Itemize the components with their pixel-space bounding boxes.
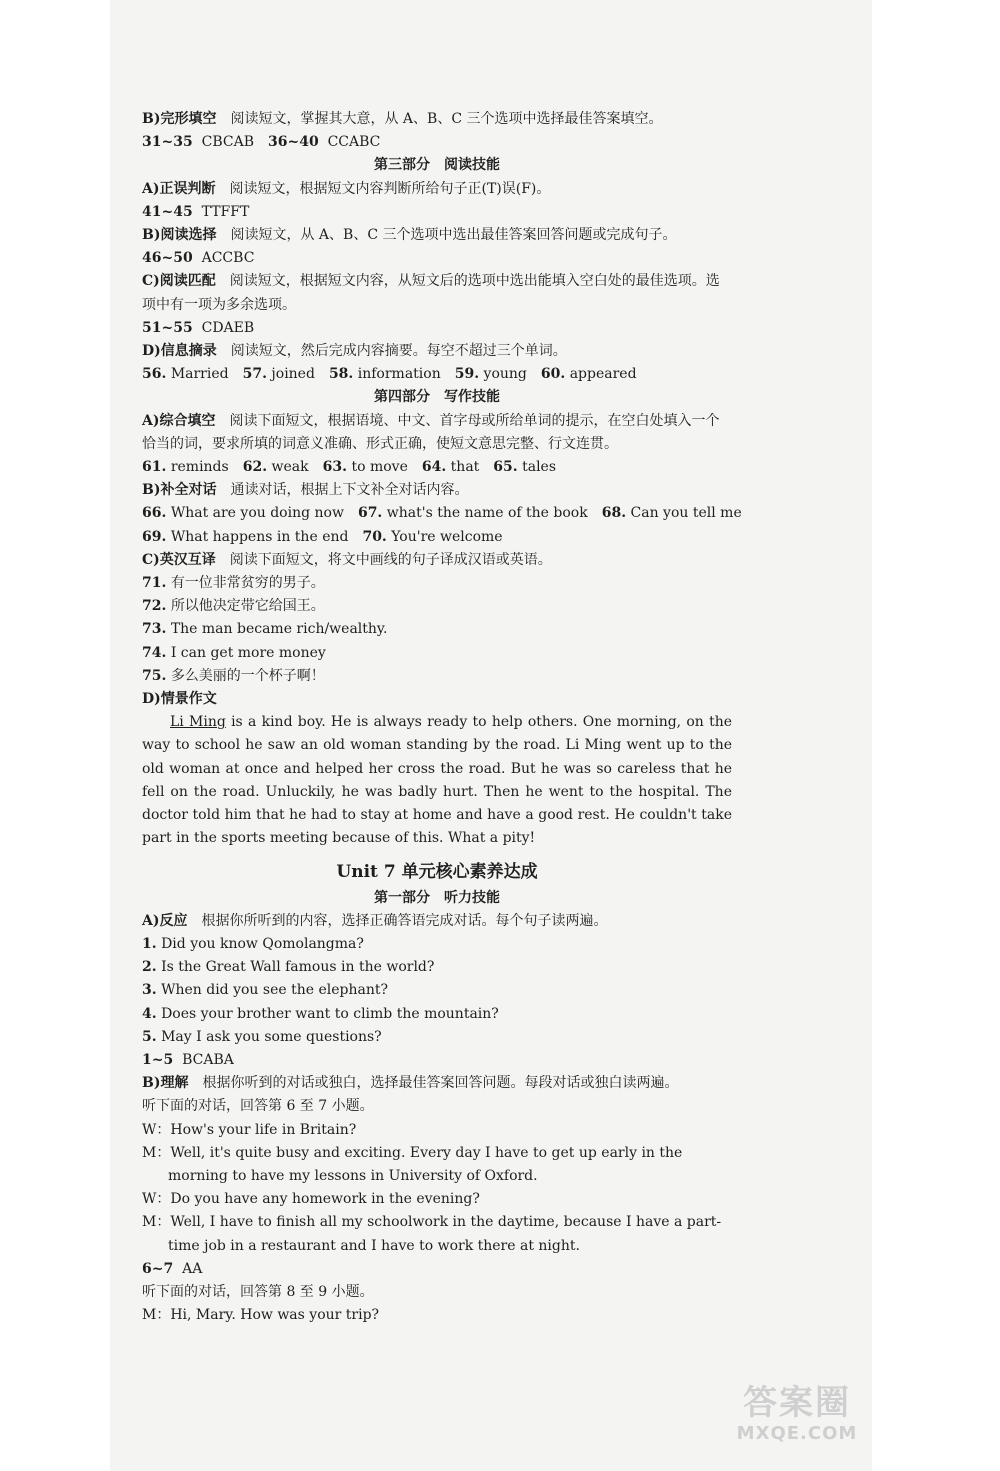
part3-title: 第三部分 阅读技能: [374, 157, 500, 174]
dialog-completion-answers-2: 69. What happens in the end 70. You're welcome: [142, 528, 503, 545]
list-item: 3. When did you see the elephant?: [142, 982, 388, 999]
dialog-line: M：Well, it's quite busy and exciting. Every day I have to get up early in the morning to have my lessons in University of Oxford.: [142, 1144, 683, 1184]
cloze-instruction: B)完形填空 阅读短文，掌握其大意，从 A、B、C 三个选项中选择最佳答案填空。: [142, 111, 663, 127]
info-extract-instruction: D)信息摘录 阅读短文，然后完成内容摘要。每空不超过三个单词。: [142, 343, 567, 360]
dialog-completion-answers-1: 66. What are you doing now 67. what's the name of the book 68. Can you tell me: [142, 505, 742, 522]
dialog-line: W：How's your life in Britain?: [142, 1121, 357, 1138]
true-false-instruction: A)正误判断 阅读短文，根据短文内容判断所给句子正(T)误(F)。: [142, 180, 551, 197]
list-item: 1. Did you know Qomolangma?: [142, 935, 364, 952]
list-item: 72. 所以他决定带它给国王。: [142, 598, 325, 615]
translation-instruction: C)英汉互译 阅读下面短文，将文中画线的句子译成汉语或英语。: [142, 551, 552, 568]
comprehensive-fill-answers: 61. reminds 62. weak 63. to move 64. that 65. tales: [142, 459, 557, 476]
list-item: 71. 有一位非常贫穷的男子。: [142, 575, 325, 592]
comprehensive-fill-instruction: A)综合填空 阅读下面短文，根据语境、中文、首字母或所给单词的提示，在空白处填入一个恰当的词，要求所填的词意义准确、形式正确，使短文意思完整、行文连贯。: [142, 412, 720, 452]
watermark-logo: 答案圈 MXQE.COM: [736, 1383, 858, 1444]
dialog-intro: 听下面的对话，回答第 8 至 9 小题。: [142, 1283, 374, 1300]
matching-answers: 51~55 CDAEB: [142, 319, 255, 336]
list-item: 2. Is the Great Wall famous in the world?: [142, 959, 435, 976]
dialog-line: W：Do you have any homework in the evening?: [142, 1191, 480, 1208]
unit-title: Unit 7 单元核心素养达成: [336, 861, 538, 882]
essay-paragraph: Li Ming is a kind boy. He is always ready to help others. One morning, on the way to school he saw an old woman standing by the road. Li Ming went up to the old woman at once and helped her cross the road. But he was so careless that he fell on the road. Unluckily, he was badly hurt. Then he went to the hospital. The doctor told him that he had to stay at home and have a good rest. He couldn't take part in the sports meeting because of this. What a pity!: [142, 714, 732, 847]
matching-instruction: C)阅读匹配 阅读短文，根据短文内容，从短文后的选项中选出能填入空白处的最佳选项。选项中有一项为多余选项。: [142, 273, 720, 313]
true-false-answers: 41~45 TTFFT: [142, 203, 250, 220]
cloze-answers: 31~35 CBCAB 36~40 CCABC: [142, 134, 381, 151]
comprehension-instruction: B)理解 根据你听到的对话或独白，选择最佳答案回答问题。每段对话或独白读两遍。: [142, 1075, 679, 1092]
dialog-line: M：Hi, Mary. How was your trip?: [142, 1307, 380, 1324]
part4-title: 第四部分 写作技能: [374, 389, 500, 406]
comprehension-answers: 6~7 AA: [142, 1260, 203, 1277]
response-answers: 1~5 BCABA: [142, 1051, 234, 1068]
dialog-completion-instruction: B)补全对话 通读对话，根据上下文补全对话内容。: [142, 482, 469, 499]
list-item: 74. I can get more money: [142, 644, 326, 661]
dialog-intro: 听下面的对话，回答第 6 至 7 小题。: [142, 1098, 374, 1115]
writing-label: D)情景作文: [142, 691, 217, 708]
list-item: 4. Does your brother want to climb the mountain?: [142, 1005, 499, 1022]
answer-key-content: [142, 108, 742, 1327]
response-instruction: A)反应 根据你所听到的内容，选择正确答语完成对话。每个句子读两遍。: [142, 912, 608, 929]
list-item: 75. 多么美丽的一个杯子啊！: [142, 667, 325, 684]
info-extract-answers: 56. Married 57. joined 58. information 59. young 60. appeared: [142, 366, 637, 383]
list-item: 5. May I ask you some questions?: [142, 1028, 382, 1045]
reading-choice-answers: 46~50 ACCBC: [142, 250, 255, 267]
reading-choice-instruction: B)阅读选择 阅读短文，从 A、B、C 三个选项中选出最佳答案回答问题或完成句子。: [142, 227, 677, 244]
list-item: 73. The man became rich/wealthy.: [142, 621, 388, 638]
part1-title: 第一部分 听力技能: [374, 889, 500, 906]
dialog-line: M：Well, I have to finish all my schoolwork in the daytime, because I have a part-time job in a restaurant and I have to work there at night.: [142, 1214, 722, 1254]
